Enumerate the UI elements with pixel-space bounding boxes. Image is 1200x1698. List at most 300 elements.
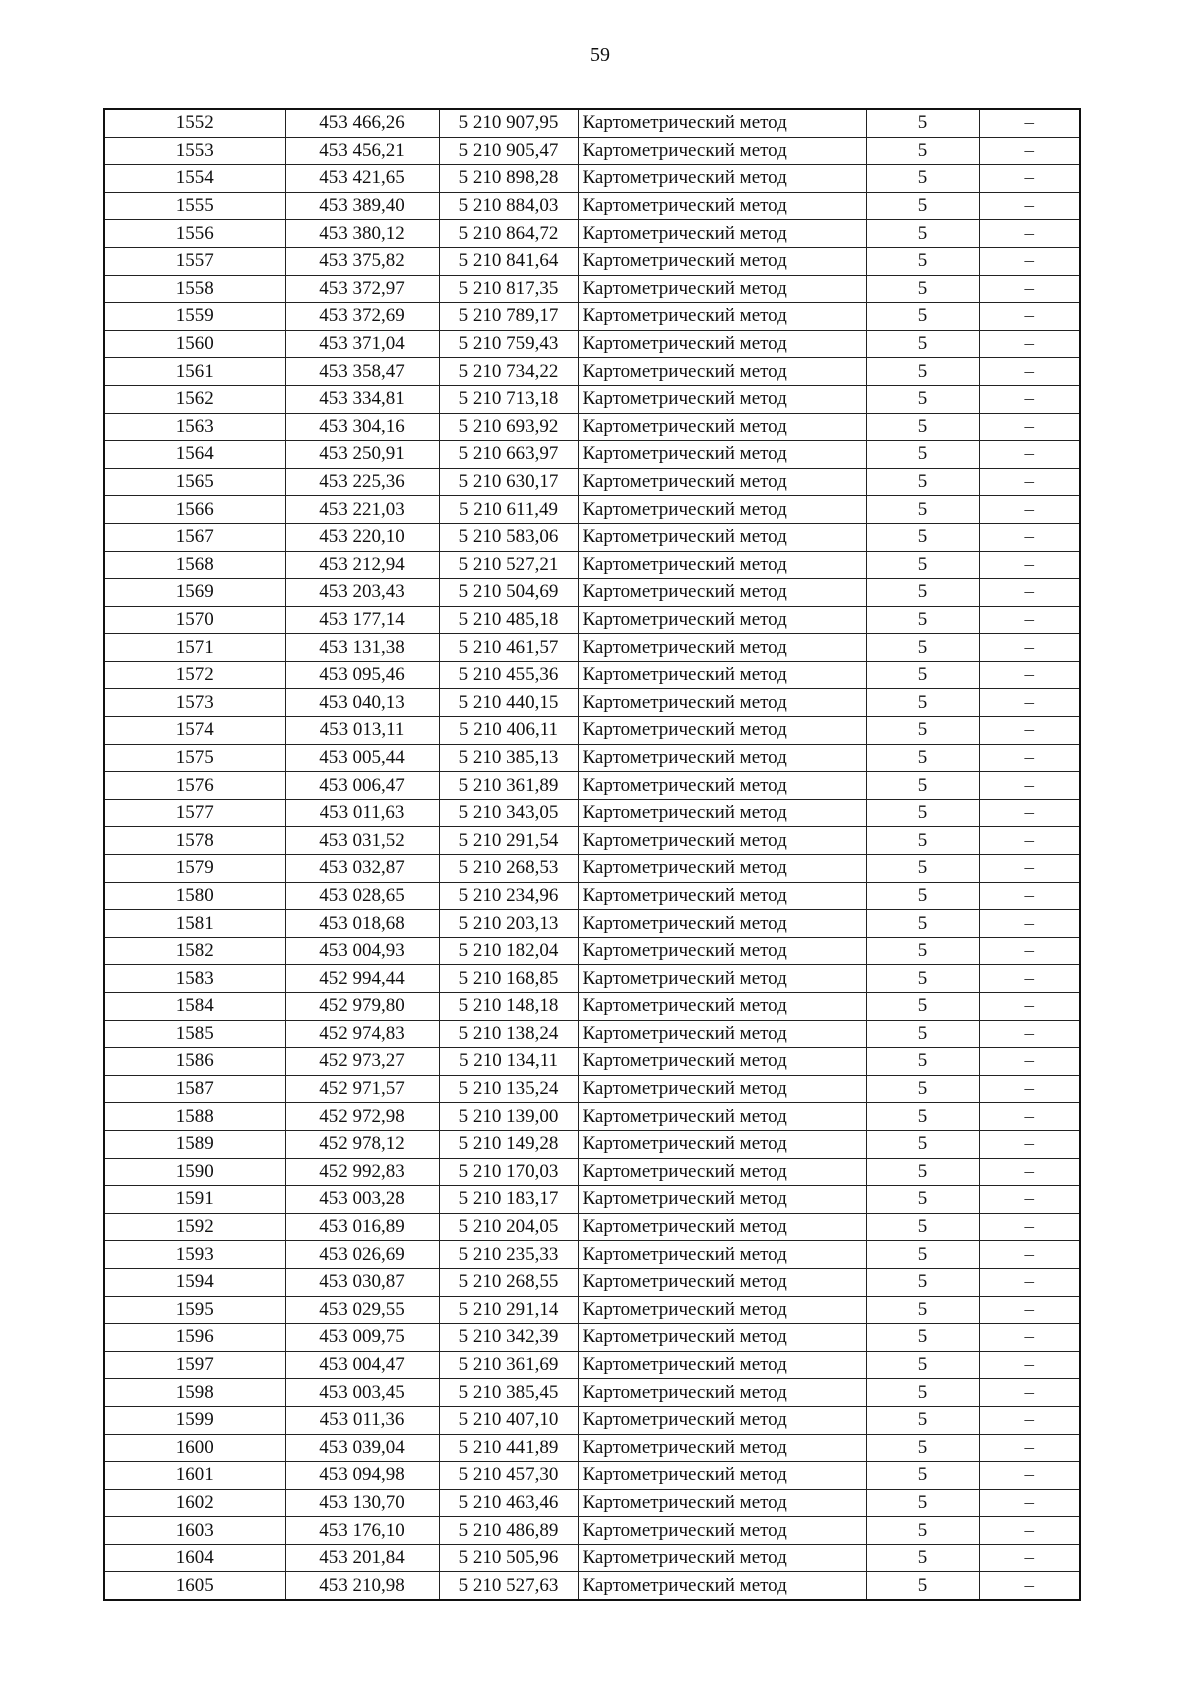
- description-cell: –: [979, 1103, 1080, 1131]
- coordinates-table: [103, 108, 1081, 1601]
- y-coordinate-cell: 5 210 138,24: [439, 1020, 578, 1048]
- x-coordinate-cell: 453 250,91: [285, 441, 439, 469]
- accuracy-cell: 5: [866, 965, 979, 993]
- accuracy-cell: 5: [866, 1351, 979, 1379]
- point-number-cell: 1598: [104, 1379, 285, 1407]
- method-cell: Картометрический метод: [578, 303, 866, 331]
- y-coordinate-cell: 5 210 527,21: [439, 551, 578, 579]
- y-coordinate-cell: 5 210 759,43: [439, 330, 578, 358]
- y-coordinate-cell: 5 210 182,04: [439, 937, 578, 965]
- y-coordinate-cell: 5 210 168,85: [439, 965, 578, 993]
- description-cell: –: [979, 1241, 1080, 1269]
- table-row: [104, 165, 1080, 193]
- accuracy-cell: 5: [866, 523, 979, 551]
- accuracy-cell: 5: [866, 661, 979, 689]
- description-cell: –: [979, 1158, 1080, 1186]
- table-row: [104, 799, 1080, 827]
- x-coordinate-cell: 453 009,75: [285, 1324, 439, 1352]
- x-coordinate-cell: 453 375,82: [285, 247, 439, 275]
- method-cell: Картометрический метод: [578, 385, 866, 413]
- method-cell: Картометрический метод: [578, 1434, 866, 1462]
- y-coordinate-cell: 5 210 134,11: [439, 1048, 578, 1076]
- description-cell: –: [979, 937, 1080, 965]
- description-cell: –: [979, 496, 1080, 524]
- x-coordinate-cell: 453 016,89: [285, 1213, 439, 1241]
- point-number-cell: 1573: [104, 689, 285, 717]
- point-number-cell: 1592: [104, 1213, 285, 1241]
- y-coordinate-cell: 5 210 611,49: [439, 496, 578, 524]
- x-coordinate-cell: 453 177,14: [285, 606, 439, 634]
- x-coordinate-cell: 453 003,45: [285, 1379, 439, 1407]
- point-number-cell: 1605: [104, 1572, 285, 1600]
- table-row: [104, 689, 1080, 717]
- description-cell: –: [979, 606, 1080, 634]
- method-cell: Картометрический метод: [578, 689, 866, 717]
- table-row: [104, 523, 1080, 551]
- description-cell: –: [979, 799, 1080, 827]
- x-coordinate-cell: 453 031,52: [285, 827, 439, 855]
- description-cell: –: [979, 137, 1080, 165]
- description-cell: –: [979, 910, 1080, 938]
- point-number-cell: 1583: [104, 965, 285, 993]
- x-coordinate-cell: 453 371,04: [285, 330, 439, 358]
- accuracy-cell: 5: [866, 579, 979, 607]
- accuracy-cell: 5: [866, 1517, 979, 1545]
- point-number-cell: 1559: [104, 303, 285, 331]
- description-cell: –: [979, 1020, 1080, 1048]
- description-cell: –: [979, 468, 1080, 496]
- table-row: [104, 661, 1080, 689]
- method-cell: Картометрический метод: [578, 1351, 866, 1379]
- x-coordinate-cell: 452 979,80: [285, 993, 439, 1021]
- point-number-cell: 1552: [104, 109, 285, 137]
- y-coordinate-cell: 5 210 440,15: [439, 689, 578, 717]
- y-coordinate-cell: 5 210 385,13: [439, 744, 578, 772]
- method-cell: Картометрический метод: [578, 1544, 866, 1572]
- accuracy-cell: 5: [866, 717, 979, 745]
- x-coordinate-cell: 453 030,87: [285, 1268, 439, 1296]
- y-coordinate-cell: 5 210 139,00: [439, 1103, 578, 1131]
- table-row: [104, 1020, 1080, 1048]
- table-row: [104, 468, 1080, 496]
- y-coordinate-cell: 5 210 291,54: [439, 827, 578, 855]
- method-cell: Картометрический метод: [578, 1103, 866, 1131]
- y-coordinate-cell: 5 210 486,89: [439, 1517, 578, 1545]
- accuracy-cell: 5: [866, 634, 979, 662]
- table-row: [104, 1572, 1080, 1600]
- accuracy-cell: 5: [866, 910, 979, 938]
- point-number-cell: 1562: [104, 385, 285, 413]
- point-number-cell: 1582: [104, 937, 285, 965]
- x-coordinate-cell: 453 004,47: [285, 1351, 439, 1379]
- table-row: [104, 303, 1080, 331]
- table-row: [104, 1103, 1080, 1131]
- description-cell: –: [979, 192, 1080, 220]
- y-coordinate-cell: 5 210 898,28: [439, 165, 578, 193]
- point-number-cell: 1596: [104, 1324, 285, 1352]
- accuracy-cell: 5: [866, 1324, 979, 1352]
- method-cell: Картометрический метод: [578, 109, 866, 137]
- table-row: [104, 1241, 1080, 1269]
- point-number-cell: 1571: [104, 634, 285, 662]
- y-coordinate-cell: 5 210 235,33: [439, 1241, 578, 1269]
- y-coordinate-cell: 5 210 789,17: [439, 303, 578, 331]
- x-coordinate-cell: 453 026,69: [285, 1241, 439, 1269]
- point-number-cell: 1572: [104, 661, 285, 689]
- description-cell: –: [979, 1213, 1080, 1241]
- y-coordinate-cell: 5 210 504,69: [439, 579, 578, 607]
- point-number-cell: 1597: [104, 1351, 285, 1379]
- accuracy-cell: 5: [866, 247, 979, 275]
- description-cell: –: [979, 109, 1080, 137]
- table-row: [104, 1186, 1080, 1214]
- table-row: [104, 1158, 1080, 1186]
- description-cell: –: [979, 1517, 1080, 1545]
- y-coordinate-cell: 5 210 693,92: [439, 413, 578, 441]
- description-cell: –: [979, 1186, 1080, 1214]
- method-cell: Картометрический метод: [578, 827, 866, 855]
- y-coordinate-cell: 5 210 527,63: [439, 1572, 578, 1600]
- x-coordinate-cell: 453 212,94: [285, 551, 439, 579]
- table-row: [104, 965, 1080, 993]
- description-cell: –: [979, 744, 1080, 772]
- accuracy-cell: 5: [866, 468, 979, 496]
- x-coordinate-cell: 453 220,10: [285, 523, 439, 551]
- method-cell: Картометрический метод: [578, 247, 866, 275]
- accuracy-cell: 5: [866, 882, 979, 910]
- table-row: [104, 1075, 1080, 1103]
- point-number-cell: 1589: [104, 1130, 285, 1158]
- description-cell: –: [979, 1048, 1080, 1076]
- point-number-cell: 1599: [104, 1406, 285, 1434]
- description-cell: –: [979, 1324, 1080, 1352]
- y-coordinate-cell: 5 210 441,89: [439, 1434, 578, 1462]
- method-cell: Картометрический метод: [578, 882, 866, 910]
- y-coordinate-cell: 5 210 663,97: [439, 441, 578, 469]
- description-cell: –: [979, 385, 1080, 413]
- method-cell: Картометрический метод: [578, 772, 866, 800]
- point-number-cell: 1564: [104, 441, 285, 469]
- method-cell: Картометрический метод: [578, 1075, 866, 1103]
- x-coordinate-cell: 453 011,63: [285, 799, 439, 827]
- table-row: [104, 855, 1080, 883]
- y-coordinate-cell: 5 210 203,13: [439, 910, 578, 938]
- method-cell: Картометрический метод: [578, 523, 866, 551]
- description-cell: –: [979, 275, 1080, 303]
- x-coordinate-cell: 453 201,84: [285, 1544, 439, 1572]
- x-coordinate-cell: 453 334,81: [285, 385, 439, 413]
- method-cell: Картометрический метод: [578, 468, 866, 496]
- table-row: [104, 1324, 1080, 1352]
- description-cell: –: [979, 1268, 1080, 1296]
- description-cell: –: [979, 220, 1080, 248]
- description-cell: –: [979, 689, 1080, 717]
- description-cell: –: [979, 1406, 1080, 1434]
- y-coordinate-cell: 5 210 505,96: [439, 1544, 578, 1572]
- method-cell: Картометрический метод: [578, 1379, 866, 1407]
- method-cell: Картометрический метод: [578, 799, 866, 827]
- point-number-cell: 1555: [104, 192, 285, 220]
- point-number-cell: 1588: [104, 1103, 285, 1131]
- point-number-cell: 1590: [104, 1158, 285, 1186]
- method-cell: Картометрический метод: [578, 413, 866, 441]
- description-cell: –: [979, 882, 1080, 910]
- point-number-cell: 1553: [104, 137, 285, 165]
- y-coordinate-cell: 5 210 234,96: [439, 882, 578, 910]
- x-coordinate-cell: 452 978,12: [285, 1130, 439, 1158]
- y-coordinate-cell: 5 210 457,30: [439, 1462, 578, 1490]
- method-cell: Картометрический метод: [578, 165, 866, 193]
- point-number-cell: 1565: [104, 468, 285, 496]
- description-cell: –: [979, 1572, 1080, 1600]
- method-cell: Картометрический метод: [578, 1268, 866, 1296]
- point-number-cell: 1593: [104, 1241, 285, 1269]
- x-coordinate-cell: 453 372,69: [285, 303, 439, 331]
- x-coordinate-cell: 453 221,03: [285, 496, 439, 524]
- description-cell: –: [979, 358, 1080, 386]
- x-coordinate-cell: 452 974,83: [285, 1020, 439, 1048]
- accuracy-cell: 5: [866, 744, 979, 772]
- y-coordinate-cell: 5 210 713,18: [439, 385, 578, 413]
- point-number-cell: 1604: [104, 1544, 285, 1572]
- accuracy-cell: 5: [866, 496, 979, 524]
- description-cell: –: [979, 717, 1080, 745]
- accuracy-cell: 5: [866, 1241, 979, 1269]
- accuracy-cell: 5: [866, 165, 979, 193]
- description-cell: –: [979, 661, 1080, 689]
- x-coordinate-cell: 453 018,68: [285, 910, 439, 938]
- method-cell: Картометрический метод: [578, 744, 866, 772]
- table-row: [104, 1434, 1080, 1462]
- method-cell: Картометрический метод: [578, 1406, 866, 1434]
- method-cell: Картометрический метод: [578, 855, 866, 883]
- x-coordinate-cell: 453 380,12: [285, 220, 439, 248]
- accuracy-cell: 5: [866, 1296, 979, 1324]
- method-cell: Картометрический метод: [578, 496, 866, 524]
- table-row: [104, 882, 1080, 910]
- point-number-cell: 1579: [104, 855, 285, 883]
- x-coordinate-cell: 452 992,83: [285, 1158, 439, 1186]
- table-row: [104, 1462, 1080, 1490]
- x-coordinate-cell: 453 203,43: [285, 579, 439, 607]
- x-coordinate-cell: 453 011,36: [285, 1406, 439, 1434]
- point-number-cell: 1566: [104, 496, 285, 524]
- table-row: [104, 247, 1080, 275]
- description-cell: –: [979, 247, 1080, 275]
- accuracy-cell: 5: [866, 1462, 979, 1490]
- point-number-cell: 1563: [104, 413, 285, 441]
- method-cell: Картометрический метод: [578, 579, 866, 607]
- accuracy-cell: 5: [866, 1406, 979, 1434]
- method-cell: Картометрический метод: [578, 634, 866, 662]
- table-row: [104, 744, 1080, 772]
- accuracy-cell: 5: [866, 1186, 979, 1214]
- point-number-cell: 1585: [104, 1020, 285, 1048]
- table-row: [104, 827, 1080, 855]
- description-cell: –: [979, 965, 1080, 993]
- y-coordinate-cell: 5 210 148,18: [439, 993, 578, 1021]
- accuracy-cell: 5: [866, 1048, 979, 1076]
- method-cell: Картометрический метод: [578, 1213, 866, 1241]
- x-coordinate-cell: 453 225,36: [285, 468, 439, 496]
- table-row: [104, 413, 1080, 441]
- accuracy-cell: 5: [866, 937, 979, 965]
- method-cell: Картометрический метод: [578, 1186, 866, 1214]
- table-row: [104, 1268, 1080, 1296]
- method-cell: Картометрический метод: [578, 1130, 866, 1158]
- table-row: [104, 109, 1080, 137]
- table-row: [104, 1130, 1080, 1158]
- method-cell: Картометрический метод: [578, 1296, 866, 1324]
- method-cell: Картометрический метод: [578, 937, 866, 965]
- point-number-cell: 1569: [104, 579, 285, 607]
- accuracy-cell: 5: [866, 1544, 979, 1572]
- point-number-cell: 1581: [104, 910, 285, 938]
- description-cell: –: [979, 1075, 1080, 1103]
- method-cell: Картометрический метод: [578, 717, 866, 745]
- x-coordinate-cell: 453 372,97: [285, 275, 439, 303]
- x-coordinate-cell: 453 039,04: [285, 1434, 439, 1462]
- accuracy-cell: 5: [866, 220, 979, 248]
- x-coordinate-cell: 453 466,26: [285, 109, 439, 137]
- table-row: [104, 772, 1080, 800]
- table-row: [104, 1544, 1080, 1572]
- method-cell: Картометрический метод: [578, 993, 866, 1021]
- accuracy-cell: 5: [866, 689, 979, 717]
- point-number-cell: 1586: [104, 1048, 285, 1076]
- table-row: [104, 717, 1080, 745]
- method-cell: Картометрический метод: [578, 606, 866, 634]
- method-cell: Картометрический метод: [578, 1572, 866, 1600]
- method-cell: Картометрический метод: [578, 910, 866, 938]
- y-coordinate-cell: 5 210 905,47: [439, 137, 578, 165]
- x-coordinate-cell: 453 005,44: [285, 744, 439, 772]
- x-coordinate-cell: 453 003,28: [285, 1186, 439, 1214]
- y-coordinate-cell: 5 210 406,11: [439, 717, 578, 745]
- point-number-cell: 1558: [104, 275, 285, 303]
- accuracy-cell: 5: [866, 1075, 979, 1103]
- point-number-cell: 1578: [104, 827, 285, 855]
- table-row: [104, 551, 1080, 579]
- point-number-cell: 1577: [104, 799, 285, 827]
- x-coordinate-cell: 453 130,70: [285, 1489, 439, 1517]
- description-cell: –: [979, 165, 1080, 193]
- point-number-cell: 1574: [104, 717, 285, 745]
- description-cell: –: [979, 1544, 1080, 1572]
- table-row: [104, 937, 1080, 965]
- description-cell: –: [979, 1379, 1080, 1407]
- table-row: [104, 385, 1080, 413]
- x-coordinate-cell: 453 210,98: [285, 1572, 439, 1600]
- y-coordinate-cell: 5 210 183,17: [439, 1186, 578, 1214]
- y-coordinate-cell: 5 210 907,95: [439, 109, 578, 137]
- accuracy-cell: 5: [866, 275, 979, 303]
- table-row: [104, 192, 1080, 220]
- x-coordinate-cell: 453 028,65: [285, 882, 439, 910]
- x-coordinate-cell: 453 389,40: [285, 192, 439, 220]
- point-number-cell: 1580: [104, 882, 285, 910]
- method-cell: Картометрический метод: [578, 441, 866, 469]
- description-cell: –: [979, 330, 1080, 358]
- description-cell: –: [979, 855, 1080, 883]
- method-cell: Картометрический метод: [578, 1324, 866, 1352]
- table-row: [104, 441, 1080, 469]
- accuracy-cell: 5: [866, 1213, 979, 1241]
- description-cell: –: [979, 1130, 1080, 1158]
- accuracy-cell: 5: [866, 413, 979, 441]
- table-row: [104, 1517, 1080, 1545]
- x-coordinate-cell: 452 971,57: [285, 1075, 439, 1103]
- accuracy-cell: 5: [866, 772, 979, 800]
- accuracy-cell: 5: [866, 441, 979, 469]
- x-coordinate-cell: 453 013,11: [285, 717, 439, 745]
- point-number-cell: 1561: [104, 358, 285, 386]
- table-row: [104, 137, 1080, 165]
- y-coordinate-cell: 5 210 734,22: [439, 358, 578, 386]
- accuracy-cell: 5: [866, 1020, 979, 1048]
- table-row: [104, 1213, 1080, 1241]
- method-cell: Картометрический метод: [578, 275, 866, 303]
- method-cell: Картометрический метод: [578, 137, 866, 165]
- point-number-cell: 1602: [104, 1489, 285, 1517]
- x-coordinate-cell: 452 972,98: [285, 1103, 439, 1131]
- table-row: [104, 220, 1080, 248]
- method-cell: Картометрический метод: [578, 330, 866, 358]
- y-coordinate-cell: 5 210 268,53: [439, 855, 578, 883]
- x-coordinate-cell: 453 004,93: [285, 937, 439, 965]
- point-number-cell: 1601: [104, 1462, 285, 1490]
- description-cell: –: [979, 523, 1080, 551]
- description-cell: –: [979, 551, 1080, 579]
- table-row: [104, 1379, 1080, 1407]
- accuracy-cell: 5: [866, 827, 979, 855]
- y-coordinate-cell: 5 210 583,06: [439, 523, 578, 551]
- y-coordinate-cell: 5 210 170,03: [439, 1158, 578, 1186]
- description-cell: –: [979, 1462, 1080, 1490]
- table-row: [104, 1489, 1080, 1517]
- description-cell: –: [979, 1351, 1080, 1379]
- method-cell: Картометрический метод: [578, 1489, 866, 1517]
- y-coordinate-cell: 5 210 864,72: [439, 220, 578, 248]
- table-row: [104, 606, 1080, 634]
- point-number-cell: 1587: [104, 1075, 285, 1103]
- x-coordinate-cell: 453 421,65: [285, 165, 439, 193]
- y-coordinate-cell: 5 210 135,24: [439, 1075, 578, 1103]
- accuracy-cell: 5: [866, 1434, 979, 1462]
- accuracy-cell: 5: [866, 1103, 979, 1131]
- point-number-cell: 1600: [104, 1434, 285, 1462]
- accuracy-cell: 5: [866, 993, 979, 1021]
- point-number-cell: 1576: [104, 772, 285, 800]
- accuracy-cell: 5: [866, 330, 979, 358]
- y-coordinate-cell: 5 210 291,14: [439, 1296, 578, 1324]
- point-number-cell: 1568: [104, 551, 285, 579]
- description-cell: –: [979, 303, 1080, 331]
- point-number-cell: 1554: [104, 165, 285, 193]
- description-cell: –: [979, 413, 1080, 441]
- x-coordinate-cell: 452 973,27: [285, 1048, 439, 1076]
- table-row: [104, 634, 1080, 662]
- method-cell: Картометрический метод: [578, 1517, 866, 1545]
- method-cell: Картометрический метод: [578, 192, 866, 220]
- page-number: 59: [590, 44, 610, 66]
- description-cell: –: [979, 441, 1080, 469]
- table-row: [104, 1406, 1080, 1434]
- accuracy-cell: 5: [866, 1572, 979, 1600]
- method-cell: Картометрический метод: [578, 1241, 866, 1269]
- description-cell: –: [979, 993, 1080, 1021]
- coordinates-table-body: [104, 109, 1080, 1600]
